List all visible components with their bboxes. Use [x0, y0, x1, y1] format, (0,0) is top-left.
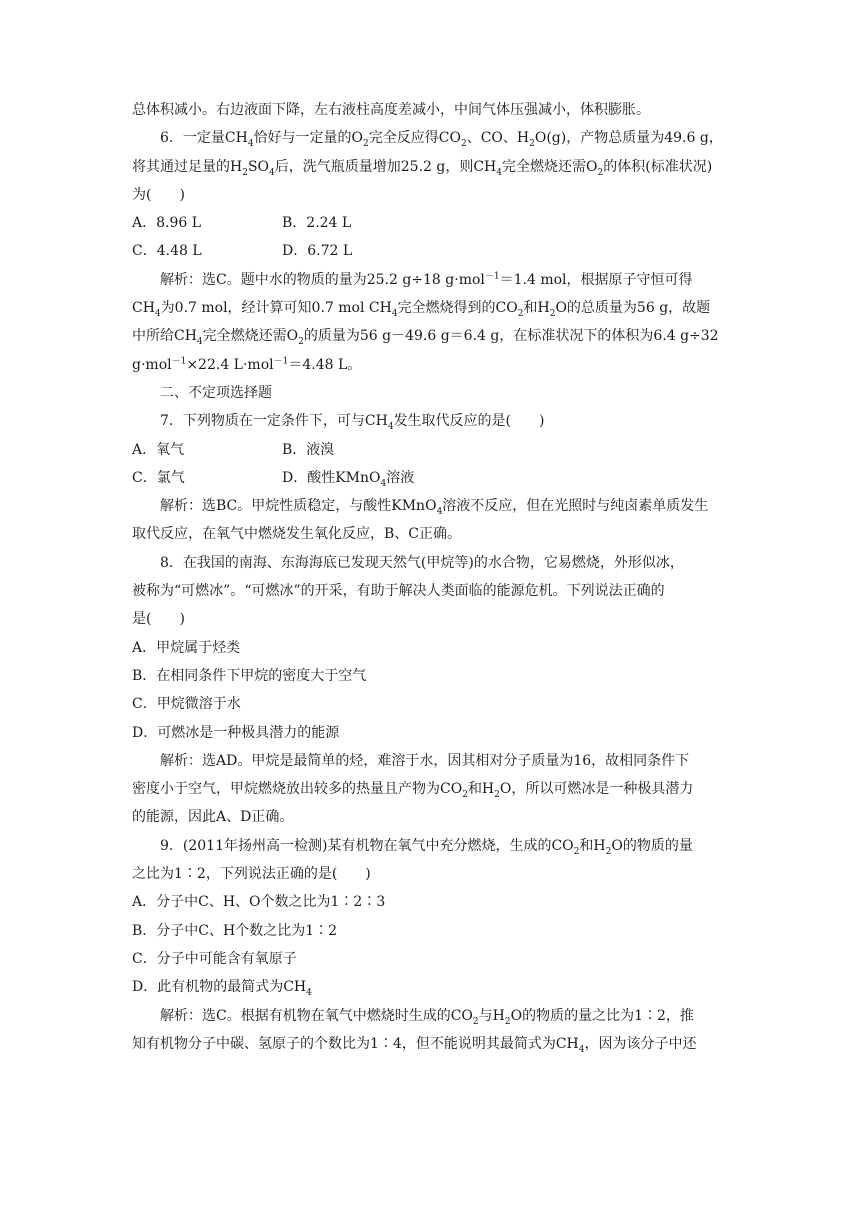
text-line	[132, 436, 740, 464]
text-line: B．分子中C、H个数之比为1∶2	[132, 922, 338, 939]
text-line: g·mol$^{-1}$×22.4 L·mol$^{-1}$＝4.48 L。	[132, 356, 362, 373]
text-line: $CH_4$为0.7 mol，经计算可知0.7 mol $CH_4$完全燃烧得到的$CO_2$和$H_2O$的总质量为56 g，故题	[132, 300, 711, 319]
text-line: 7．下列物质在一定条件下，可与$CH_4$发生取代反应的是( )	[160, 413, 545, 433]
option-item: D．酸性KMnO$_4$溶液	[282, 469, 415, 489]
text-line: 之比为1∶2，下列说法正确的是( )	[132, 866, 371, 883]
text-line: 密度小于空气，甲烷燃烧放出较多的热量且产物为$CO_2$和$H_2O$，所以可燃冰是一种极具潜力	[132, 781, 694, 800]
text-line: 中所给$CH_4$完全燃烧还需$O_2$的质量为56 g－49.6 g＝6.4 g，在标准状况下的体积为6.4 g÷32	[132, 328, 719, 348]
text-line: A．分子中C、H、O个数之比为1∶2∶3	[132, 894, 386, 911]
text-line: D．此有机物的最简式为$CH_4$	[132, 979, 312, 998]
option-item: C．4.48 L	[132, 243, 202, 260]
option-item: B．液溴	[282, 441, 335, 458]
text-line: 将其通过足量的$H_2SO_4$后，洗气瓶质量增加25.2 g，则$CH_4$完全燃烧还需$O_2$的体积(标准状况)	[132, 158, 713, 178]
document-page	[132, 96, 740, 1058]
text-line: 知有机物分子中碳、氢原子的个数比为1∶4，但不能说明其最简式为$CH_4$，因为该分子中还	[132, 1035, 697, 1055]
option-item: C．氯气	[132, 469, 185, 486]
text-line: 的能源，因此A、D正确。	[132, 809, 294, 826]
text-line: 6．一定量$CH_4$恰好与一定量的$O_2$完全反应得$CO_2$、CO、$H_2O(g)$，产物总质量为49.6 g，	[160, 130, 723, 150]
text-line: 是( )	[132, 611, 185, 628]
text-line: 被称为“可燃冰”。“可燃冰”的开采，有助于解决人类面临的能源危机。下列说法正确的	[132, 583, 665, 600]
text-line	[132, 209, 740, 237]
text-line	[132, 237, 740, 265]
text-line: 取代反应，在氧气中燃烧发生氧化反应，B、C正确。	[132, 526, 461, 543]
text-line: 二、不定项选择题	[160, 384, 272, 401]
text-line: B．在相同条件下甲烷的密度大于空气	[132, 667, 367, 684]
text-line: 8．在我国的南海、东海海底已发现天然气(甲烷等)的水合物，它易燃烧，外形似冰，	[160, 554, 684, 571]
text-line: 总体积减小。右边液面下降，左右液柱高度差减小，中间气体压强减小，体积膨胀。	[132, 102, 650, 118]
text-line: C．甲烷微溶于水	[132, 696, 241, 713]
text-line: 为( )	[132, 186, 185, 203]
option-item: B．2.24 L	[282, 215, 352, 232]
text-line: 解析：选C。根据有机物在氧气中燃烧时生成的$CO_2$与$H_2O$的物质的量之比为1∶2，推	[160, 1007, 694, 1027]
text-line	[132, 464, 740, 492]
option-item: D．6.72 L	[282, 243, 353, 260]
text-line: 解析：选AD。甲烷是最简单的烃，难溶于水，因其相对分子质量为16，故相同条件下	[160, 752, 690, 769]
option-item: A．8.96 L	[132, 215, 202, 232]
text-line: 解析：选BC。甲烷性质稳定，与酸性KMnO$_4$溶液不反应，但在光照时与纯卤素单质发生	[160, 498, 709, 517]
text-line: D．可燃冰是一种极具潜力的能源	[132, 724, 340, 741]
text-line: 解析：选C。题中水的物质的量为25.2 g÷18 g·mol$^{-1}$＝1.4 mol，根据原子守恒可得	[160, 271, 693, 288]
option-item: A．氧气	[132, 441, 185, 458]
text-line: A．甲烷属于烃类	[132, 639, 241, 656]
text-line: C．分子中可能含有氧原子	[132, 950, 297, 967]
text-line: 9．(2011年扬州高一检测)某有机物在氧气中充分燃烧，生成的$CO_2$和$H_2O$的物质的量	[160, 837, 693, 857]
